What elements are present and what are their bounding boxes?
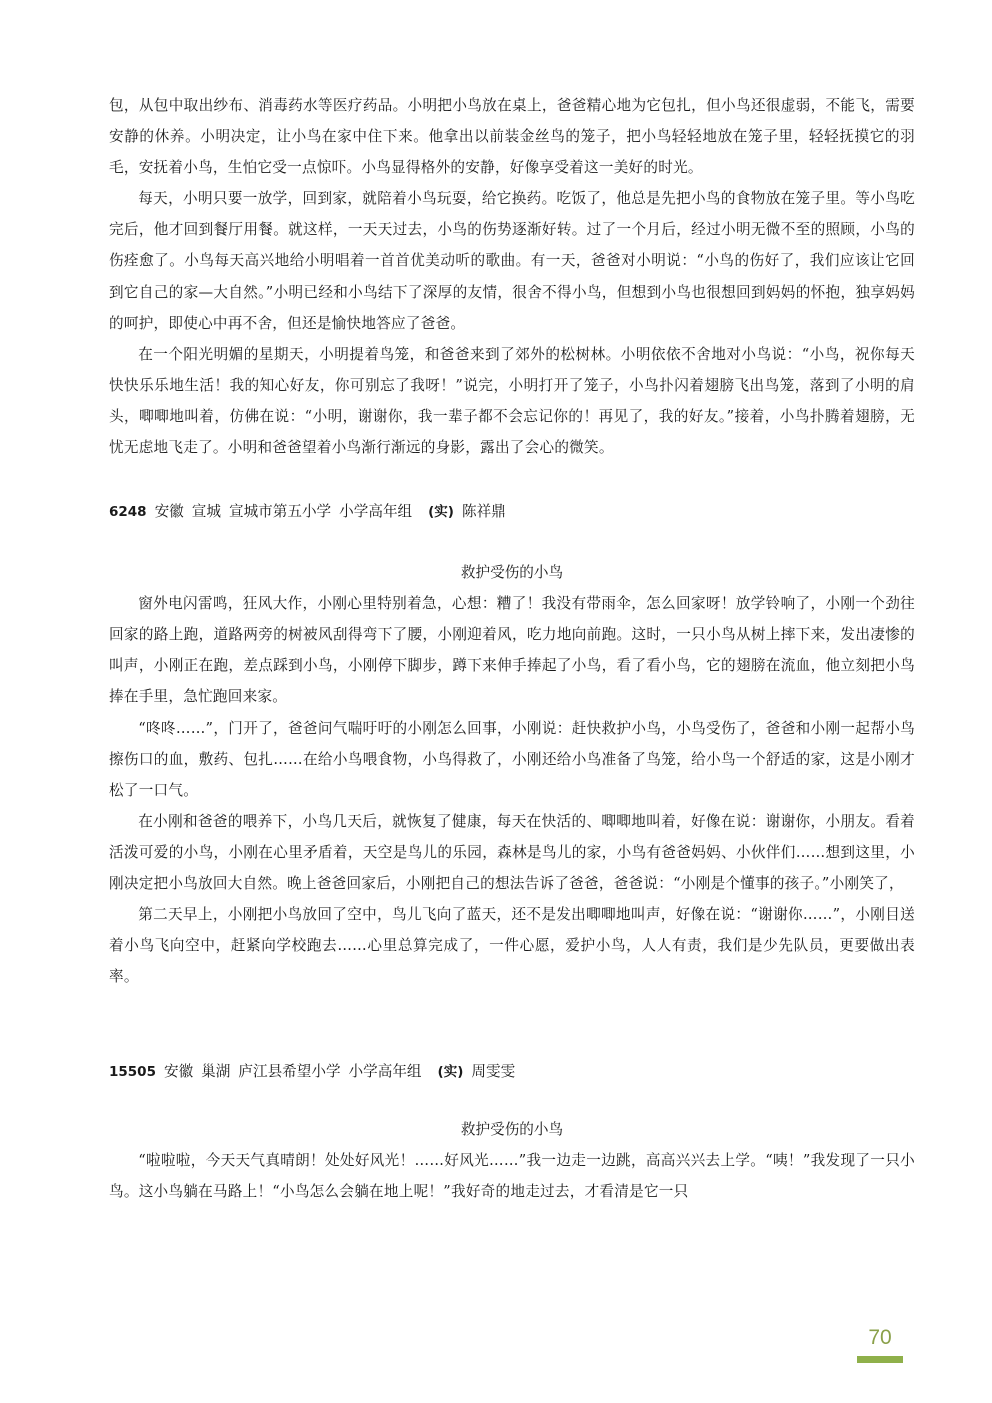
entry-header bbox=[109, 496, 915, 528]
entry-group: 小学高年组 bbox=[339, 503, 413, 521]
entry-header bbox=[109, 1056, 915, 1088]
paragraph: 在小刚和爸爸的喂养下，小鸟几天后，就恢复了健康，每天在快活的、唧唧地叫着，好像在说：谢谢你，小朋友。看着活泼可爱的小鸟，小刚在心里矛盾着，天空是鸟儿的乐园，森林是鸟儿的家，小鸟有爸爸妈妈、小伙伴们……想到这里，小刚决定把小鸟放回大自然。晚上爸爸回家后，小刚把自己的想法告诉了爸爸，爸爸说：“小刚是个懂事的孩子。”小刚笑了， bbox=[109, 812, 915, 892]
paragraph: 每天，小明只要一放学，回到家，就陪着小鸟玩耍，给它换药。吃饭了，他总是先把小鸟的食物放在笼子里。等小鸟吃完后，他才回到餐厅用餐。就这样，一天天过去，小鸟的伤势逐渐好转。过了一个月后，经过小明无微不至的照顾，小鸟的伤痊愈了。小鸟每天高兴地给小明唱着一首首优美动听的歌曲。有一天，爸爸对小明说：“小鸟的伤好了，我们应该让它回到它自己的家—大自然。”小明已经和小鸟结下了深厚的友情，很舍不得小鸟，但想到小鸟也很想回到妈妈的怀抱，独享妈妈的呵护，即使心中再不舍，但还是愉快地答应了爸爸。 bbox=[109, 190, 915, 332]
entry-id: 15505 bbox=[109, 1064, 156, 1081]
entry-group: 小学高年组 bbox=[348, 1063, 422, 1081]
entry-school: 宣城市第五小学 bbox=[228, 503, 332, 521]
entry-province: 安徽 bbox=[154, 503, 184, 521]
essay-entry bbox=[109, 496, 915, 992]
entry-id: 6248 bbox=[109, 504, 147, 521]
entry-tag: (实) bbox=[437, 1064, 464, 1081]
essay-title: 救护受伤的小鸟 bbox=[460, 564, 564, 582]
entry-tag: (实) bbox=[428, 504, 454, 521]
paragraph: 包，从包中取出纱布、消毒药水等医疗药品。小明把小鸟放在桌上，爸爸精心地为它包扎，但小鸟还很虚弱，不能飞，需要安静的休养。小明决定，让小鸟在家中住下来。他拿出以前装金丝鸟的笼子，把小鸟轻轻地放在笼子里，轻轻抚摸它的羽毛，安抚着小鸟，生怕它受一点惊吓。小鸟显得格外的安静，好像享受着这一美好的时光。 bbox=[109, 97, 915, 177]
page-number-underline bbox=[857, 1356, 903, 1363]
entry-city: 宣城 bbox=[191, 503, 221, 521]
entry-author: 周雯雯 bbox=[471, 1063, 516, 1081]
entry-author: 陈祥鼎 bbox=[461, 503, 506, 521]
paragraph: 第二天早上，小刚把小鸟放回了空中，鸟儿飞向了蓝天，还不是发出唧唧地叫声，好像在说：“谢谢你……”，小刚目送着小鸟飞向空中，赶紧向学校跑去……心里总算完成了，一件心愿，爱护小鸟，人人有责，我们是少先队员，更要做出表率。 bbox=[109, 906, 915, 986]
entry-province: 安徽 bbox=[163, 1063, 194, 1081]
entry-city: 巢湖 bbox=[201, 1063, 231, 1081]
paragraph: 窗外电闪雷鸣，狂风大作，小刚心里特别着急，心想：糟了！我没有带雨伞，怎么回家呀！放学铃响了，小刚一个劲往回家的路上跑，道路两旁的树被风刮得弯下了腰，小刚迎着风，吃力地向前跑。这时，一只小鸟从树上摔下来，发出凄惨的叫声，小刚正在跑，差点踩到小鸟，小刚停下脚步，蹲下来伸手捧起了小鸟，看了看小鸟，它的翅膀在流血，他立刻把小鸟捧在手里，急忙跑回来家。 bbox=[109, 595, 915, 706]
essay-title: 救护受伤的小鸟 bbox=[460, 1121, 564, 1139]
continued-essay bbox=[109, 90, 915, 463]
paragraph: “啦啦啦，今天天气真晴朗！处处好风光！……好风光……”我一边走一边跳，高高兴兴去上学。“咦！”我发现了一只小鸟。这小鸟躺在马路上！“小鸟怎么会躺在地上呢！”我好奇的地走过去，才看清是它一只 bbox=[109, 1152, 915, 1201]
entry-school: 庐江县希望小学 bbox=[238, 1063, 341, 1081]
essay-entry bbox=[109, 1056, 915, 1207]
document-body bbox=[109, 90, 915, 1208]
paragraph: 在一个阳光明媚的星期天，小明提着鸟笼，和爸爸来到了郊外的松树林。小明依依不舍地对小鸟说：“小鸟，祝你每天快快乐乐地生活！我的知心好友，你可别忘了我呀！”说完，小明打开了笼子，小鸟扑闪着翅膀飞出鸟笼，落到了小明的肩头，唧唧地叫着，仿佛在说：“小明，谢谢你，我一辈子都不会忘记你的！再见了，我的好友。”接着，小鸟扑腾着翅膀，无忧无虑地飞走了。小明和爸爸望着小鸟渐行渐远的身影，露出了会心的微笑。 bbox=[109, 345, 915, 457]
page-number: 70 bbox=[868, 1326, 892, 1349]
paragraph: “咚咚……”，门开了，爸爸问气喘吁吁的小刚怎么回事，小刚说：赶快救护小鸟，小鸟受伤了，爸爸和小刚一起帮小鸟擦伤口的血，敷药、包扎……在给小鸟喂食物，小鸟得救了，小刚还给小鸟准备了鸟笼，给小鸟一个舒适的家，这是小刚才松了一口气。 bbox=[109, 719, 915, 799]
